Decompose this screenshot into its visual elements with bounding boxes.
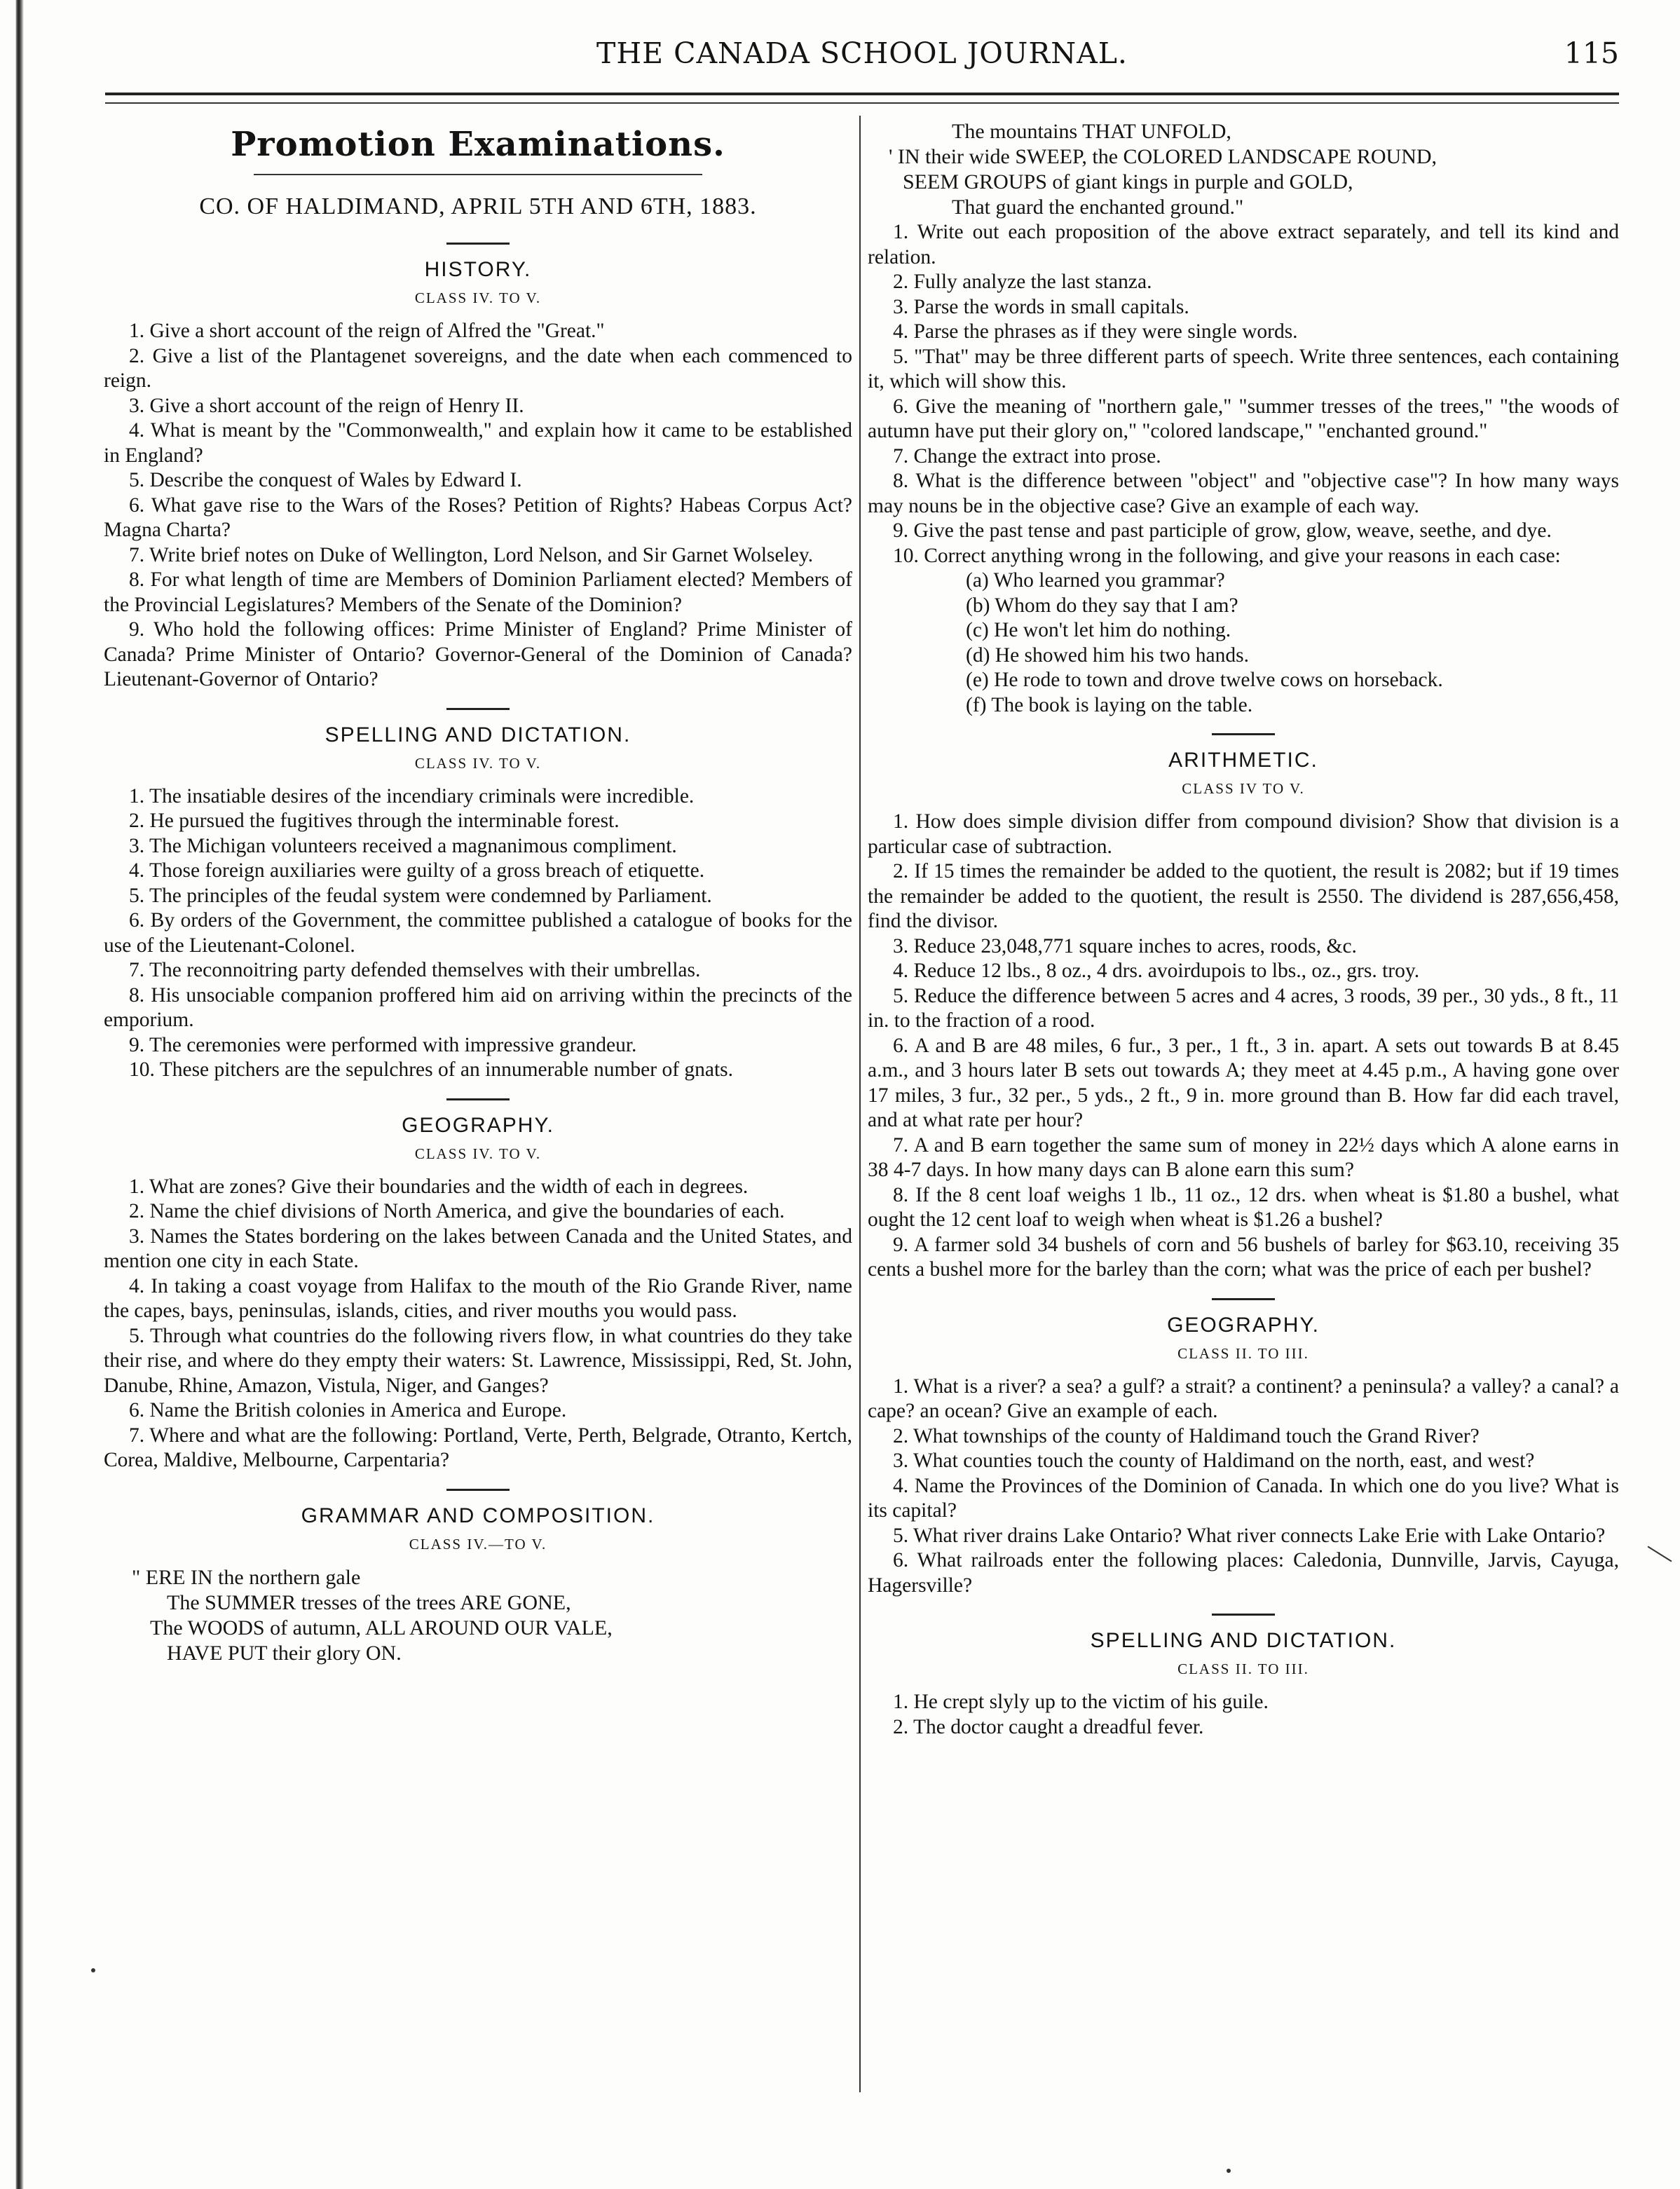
question-list	[104, 1175, 852, 1473]
question: 4. In taking a coast voyage from Halifax to the mouth of the Rio Grande River, name the capes, bays, peninsulas, islands, cities, and river mouths you would pass.	[104, 1274, 852, 1322]
question: 4. Those foreign auxiliaries were guilty of a gross breach of etiquette.	[129, 859, 705, 882]
grammar-question-list	[868, 220, 1619, 568]
question: 7. The reconnoitring party defended themselves with their umbrellas.	[129, 959, 701, 981]
correction-item: (b) Whom do they say that I am?	[966, 594, 1238, 617]
section-title: SPELLING AND DICTATION.	[325, 723, 631, 746]
question: 2. Name the chief divisions of North America, and give the boundaries of each.	[129, 1200, 785, 1222]
question: 7. Write brief notes on Duke of Wellington, Lord Nelson, and Sir Garnet Wolseley.	[129, 543, 814, 566]
question-list	[868, 810, 1619, 1283]
question: 2. If 15 times the remainder be added to the quotient, the result is 2082; but if 19 times the remainder be added to the quotient, the result is 2550. The dividend is 287,656,458, find the divisor.	[868, 860, 1619, 932]
question-list	[104, 319, 852, 693]
journal-title: THE CANADA SCHOOL JOURNAL.	[596, 36, 1128, 70]
spelling-section-junior	[868, 1614, 1619, 1740]
question: 3. Parse the words in small capitals.	[893, 295, 1189, 318]
question: 8. For what length of time are Members of Dominion Parliament elected? Members of the Provincial Legislatures? Members of the Senate of the Dominion?	[104, 568, 852, 616]
question: 1. What is a river? a sea? a gulf? a strait? a continent? a peninsula? a valley? a canal? a cape? an ocean? Give an example of each.	[868, 1375, 1619, 1422]
section-title: SPELLING AND DICTATION.	[1090, 1629, 1397, 1652]
verse-line: The SUMMER tresses of the trees ARE GONE,	[167, 1590, 571, 1614]
correction-list	[868, 568, 1619, 718]
section-dash	[1212, 733, 1275, 735]
geography-section-junior	[868, 1298, 1619, 1599]
poem-extract	[104, 1565, 852, 1666]
poem-extract-continued	[868, 119, 1619, 220]
section-title: HISTORY.	[424, 258, 532, 281]
correction-item: (e) He rode to town and drove twelve cows on horseback.	[966, 669, 1443, 691]
article-title: Promotion Examinations.	[231, 125, 725, 164]
correction-item: (d) He showed him his two hands.	[966, 643, 1249, 667]
question: 5. Reduce the difference between 5 acres and 4 acres, 3 roods, 39 per., 30 yds., 8 ft., 11 in. to the fraction of a rood.	[868, 984, 1619, 1032]
section-dash	[1212, 1614, 1275, 1616]
question: 9. Give the past tense and past participle of grow, glow, weave, seethe, and dye.	[893, 519, 1552, 542]
verse-line: The WOODS of autumn, ALL AROUND OUR VALE,	[150, 1616, 613, 1639]
left-column	[104, 119, 852, 1666]
question: 1. What are zones? Give their boundaries and the width of each in degrees.	[129, 1175, 749, 1198]
verse-line: ' IN their wide SWEEP, the COLORED LANDSCAPE ROUND,	[889, 145, 1437, 168]
question: 3. Names the States bordering on the lakes between Canada and the United States, and mention one city in each State.	[104, 1225, 852, 1272]
verse-line: The mountains THAT UNFOLD,	[952, 120, 1231, 143]
section-class: CLASS II. TO III.	[1177, 1660, 1309, 1677]
question: 3. What counties touch the county of Haldimand on the north, east, and west?	[893, 1450, 1535, 1472]
section-class: CLASS IV TO V.	[1182, 780, 1305, 797]
verse-line: " ERE IN the northern gale	[132, 1565, 361, 1589]
question-list	[104, 784, 852, 1083]
scan-mark	[1648, 1546, 1672, 1562]
question: 4. What is meant by the "Commonwealth," and explain how it came to be established in England?	[104, 419, 852, 467]
title-rule	[254, 174, 702, 175]
grammar-section	[104, 1489, 852, 1666]
question: 10. These pitchers are the sepulchres of an innumerable number of gnats.	[129, 1058, 734, 1081]
section-title: GEOGRAPHY.	[1167, 1313, 1320, 1337]
column-divider	[859, 116, 861, 2092]
scan-binding-edge	[0, 0, 27, 2189]
question: 4. Name the Provinces of the Dominion of Canada. In which one do you live? What is its capital?	[868, 1474, 1619, 1522]
history-section	[104, 243, 852, 693]
verse-line: HAVE PUT their glory ON.	[167, 1641, 402, 1665]
section-class: CLASS IV. TO V.	[414, 1145, 542, 1162]
question: 6. What gave rise to the Wars of the Roses? Petition of Rights? Habeas Corpus Act? Magna Charta?	[104, 493, 852, 541]
section-class: CLASS IV. TO V.	[414, 289, 542, 306]
question: 1. He crept slyly up to the victim of his guile.	[893, 1691, 1269, 1713]
section-title: GEOGRAPHY.	[402, 1113, 554, 1137]
question-list	[868, 1690, 1619, 1740]
correction-item: (a) Who learned you grammar?	[966, 569, 1225, 592]
question: 9. The ceremonies were performed with impressive grandeur.	[129, 1033, 637, 1056]
question: 7. Change the extract into prose.	[893, 444, 1161, 468]
question: 1. Write out each proposition of the above extract separately, and tell its kind and relation.	[868, 221, 1619, 268]
question: 5. Describe the conquest of Wales by Edward I.	[129, 469, 522, 491]
question: 8. If the 8 cent loaf weighs 1 lb., 11 oz., 12 drs. when wheat is $1.80 a bushel, what ought the 12 cent loaf to weigh when wheat is $1.26 a bushel?	[868, 1183, 1619, 1231]
geography-section	[104, 1098, 852, 1473]
header-rule-bottom	[105, 102, 1619, 104]
question: 2. The doctor caught a dreadful fever.	[893, 1715, 1204, 1738]
question: 9. Who hold the following offices: Prime Minister of England? Prime Minister of Canada? Prime Minister of Ontario? Governor-General of the Dominion of Canada? Lieutenant-Governor of Ontario?	[104, 618, 852, 690]
page-number: 115	[1564, 36, 1619, 70]
question: 9. A farmer sold 34 bushels of corn and 56 bushels of barley for $63.10, receiving 35 cents a bushel more for the barley than the corn; what was the price of each per bushel?	[868, 1233, 1619, 1281]
question: 2. Fully analyze the last stanza.	[893, 271, 1152, 293]
scan-speck	[91, 1968, 95, 1972]
section-class: CLASS IV.—TO V.	[409, 1535, 547, 1553]
question: 5. Through what countries do the following rivers flow, in what countries do they take their rise, and where do they empty their waters: St. Lawrence, Mississippi, Red, St. John, Danube, Rhine, Amazon, Vistula, Niger, and Ganges?	[104, 1324, 852, 1397]
question: 5. The principles of the feudal system were condemned by Parliament.	[129, 884, 712, 907]
question: 6. A and B are 48 miles, 6 fur., 3 per., 1 ft., 3 in. apart. A sets out towards B at 8.45 a.m., and 3 hours later B sets out towards A; they meet at 4.45 p.m., A having gone over 17 miles, 3 fur., 32 per., 5 yds., 2 ft., 9 in. more ground than B. How far did each travel, and at what rate per hour?	[868, 1034, 1619, 1131]
section-title: ARITHMETIC.	[1168, 749, 1318, 772]
verse-line: SEEM GROUPS of giant kings in purple and GOLD,	[903, 170, 1353, 193]
question: 8. His unsociable companion proffered him aid on arriving within the precincts of the emporium.	[104, 983, 852, 1031]
question: 7. Where and what are the following: Portland, Verte, Perth, Belgrade, Otranto, Kertch, Corea, Maldive, Melbourne, Carpentaria?	[104, 1424, 852, 1471]
verse-line: That guard the enchanted ground."	[952, 196, 1244, 219]
section-class: CLASS IV. TO V.	[414, 754, 542, 772]
county-dateline: CO. OF HALDIMAND, APRIL 5TH AND 6TH, 1883.	[199, 193, 757, 219]
scan-speck	[1227, 2169, 1231, 2173]
page-header	[105, 36, 1619, 79]
question: 6. What railroads enter the following places: Caledonia, Dunnville, Jarvis, Cayuga, Hagersville?	[868, 1549, 1619, 1597]
question-list	[868, 1375, 1619, 1599]
question: 2. He pursued the fugitives through the interminable forest.	[129, 810, 620, 832]
section-dash	[446, 708, 510, 710]
right-column	[868, 119, 1619, 1740]
question: 6. Give the meaning of "northern gale," "summer tresses of the trees," "the woods of autumn have put their glory on," "colored landscape," "enchanted ground."	[868, 395, 1619, 442]
correction-item: (f) The book is laying on the table.	[966, 693, 1253, 716]
question: 2. What townships of the county of Haldimand touch the Grand River?	[893, 1424, 1480, 1447]
section-dash	[446, 1489, 510, 1491]
question: 7. A and B earn together the same sum of money in 22½ days which A alone earns in 38 4-7 days. In how many days can B alone earn this sum?	[868, 1133, 1619, 1181]
spelling-section	[104, 708, 852, 1083]
arithmetic-section	[868, 733, 1619, 1283]
question: 4. Parse the phrases as if they were single words.	[893, 320, 1298, 343]
section-dash	[446, 243, 510, 245]
question: 10. Correct anything wrong in the following, and give your reasons in each case:	[893, 544, 1561, 567]
section-dash	[1212, 1298, 1275, 1300]
header-rule-top	[105, 93, 1619, 95]
question: 5. "That" may be three different parts of speech. Write three sentences, each containing it, which will show this.	[868, 345, 1619, 393]
question: 3. The Michigan volunteers received a magnanimous compliment.	[129, 834, 677, 857]
question: 1. Give a short account of the reign of Alfred the "Great."	[129, 320, 605, 342]
section-title: GRAMMAR AND COMPOSITION.	[301, 1503, 655, 1527]
question: 8. What is the difference between "object" and "objective case"? In how many ways may nouns be in the objective case? Give an example of each way.	[868, 470, 1619, 517]
question: 1. The insatiable desires of the incendiary criminals were incredible.	[129, 784, 695, 807]
question: 6. Name the British colonies in America and Europe.	[129, 1399, 567, 1421]
correction-item: (c) He won't let him do nothing.	[966, 619, 1231, 641]
section-class: CLASS II. TO III.	[1177, 1344, 1309, 1362]
question: 2. Give a list of the Plantagenet sovereigns, and the date when each commenced to reign.	[104, 344, 852, 392]
section-dash	[446, 1098, 510, 1100]
question: 4. Reduce 12 lbs., 8 oz., 4 drs. avoirdupois to lbs., oz., grs. troy.	[893, 960, 1420, 982]
question: 3. Give a short account of the reign of Henry II.	[129, 394, 524, 417]
question: 1. How does simple division differ from compound division? Show that division is a particular case of subtraction.	[868, 810, 1619, 858]
question: 6. By orders of the Government, the committee published a catalogue of books for the use of the Lieutenant-Colonel.	[104, 909, 852, 957]
question: 5. What river drains Lake Ontario? What river connects Lake Erie with Lake Ontario?	[893, 1524, 1606, 1547]
question: 3. Reduce 23,048,771 square inches to acres, roods, &c.	[893, 934, 1357, 957]
